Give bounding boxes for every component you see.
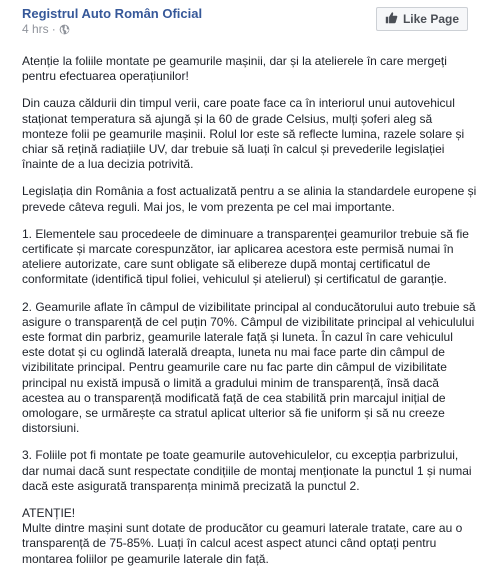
thumbs-up-icon xyxy=(385,11,398,27)
warning-text: Multe dintre mașini sunt dotate de producător cu geamuri laterale tratate, care au o transparență de 75-85%. Luați în calcul acest aspect atunci când optați pentru montarea foliilor pe geamurile laterale din față. xyxy=(22,521,463,566)
meta-separator: · xyxy=(51,22,56,36)
paragraph-rule-3: 3. Foliile pot fi montate pe toate geamurile autovehiculelor, cu excepția parbrizului, dar numai dacă sunt respectate condițiile de montaj menționate la punctul 1 și numai dacă este asigurată transparența minimă precizată la punctul 2. xyxy=(22,448,472,493)
globe-icon xyxy=(59,24,70,35)
paragraph-rule-1: 1. Elementele sau procedeele de diminuare a transparenței geamurilor trebuie să fie certificate și marcate corespunzător, iar aplicarea acestora este permisă numai în ateliere autorizate, care sunt obligate să elibereze după montaj certificatul de conformitate (identifică tipul foliei, vehiculul și atelierul) și certificatul de garanție. xyxy=(22,226,469,287)
post-timestamp[interactable]: 4 hrs xyxy=(22,22,49,36)
like-page-button[interactable] xyxy=(376,7,468,31)
post-meta xyxy=(22,22,202,37)
paragraph-rule-2: 2. Geamurile aflate în câmpul de vizibilitate principal al conducătorului auto trebuie să asigure o transparență de cel puțin 70%. Câmpul de vizibilitate principal al vehiculului este format din parbriz, geamurile laterale față și luneta. În cazul în care vehiculul este dotat și cu oglindă laterală dreapta, luneta nu mai face parte din câmpul de vizibilitate principal. Pentru geamurile care nu fac parte din câmpul de vizibilitate principal nu există impusă o limită a gradului minim de transparență, însă dacă acestea au o transparență modificată față de cea stabilită prin marcajul inițial de omologare, se urmărește ca stratul aplicat ulterior să fie uniform și să nu creeze distorsiuni. xyxy=(22,299,476,436)
post-body xyxy=(22,54,478,567)
post-header xyxy=(22,5,202,37)
paragraph-heat: Din cauza căldurii din timpul verii, care poate face ca în interiorul unui autovehicul staționat temperatura să ajungă și la 60 de grade Celsius, mulți șoferi aleg să monteze folii pe geamurile mașinii. Rolul lor este să reflecte lumina, razele solare și chiar să rețină radiațiile UV, dar trebuie să luați în calcul și prevederile legislației înainte de a lua decizia potrivită. xyxy=(22,96,465,172)
paragraph-intro: Atenție la foliile montate pe geamurile mașinii, dar și la atelierele în care mergeți pentru efectuarea operațiunilor! xyxy=(22,54,447,84)
page-name-link[interactable]: Registrul Auto Român Oficial xyxy=(22,6,203,21)
warning-title: ATENȚIE! xyxy=(22,506,76,521)
like-page-label: Like Page xyxy=(402,12,459,26)
paragraph-legislation: Legislația din România a fost actualizată pentru a se alinia la standardele europene și prevede câteva reguli. Mai jos, le vom prezenta pe cel mai importante. xyxy=(22,184,477,214)
